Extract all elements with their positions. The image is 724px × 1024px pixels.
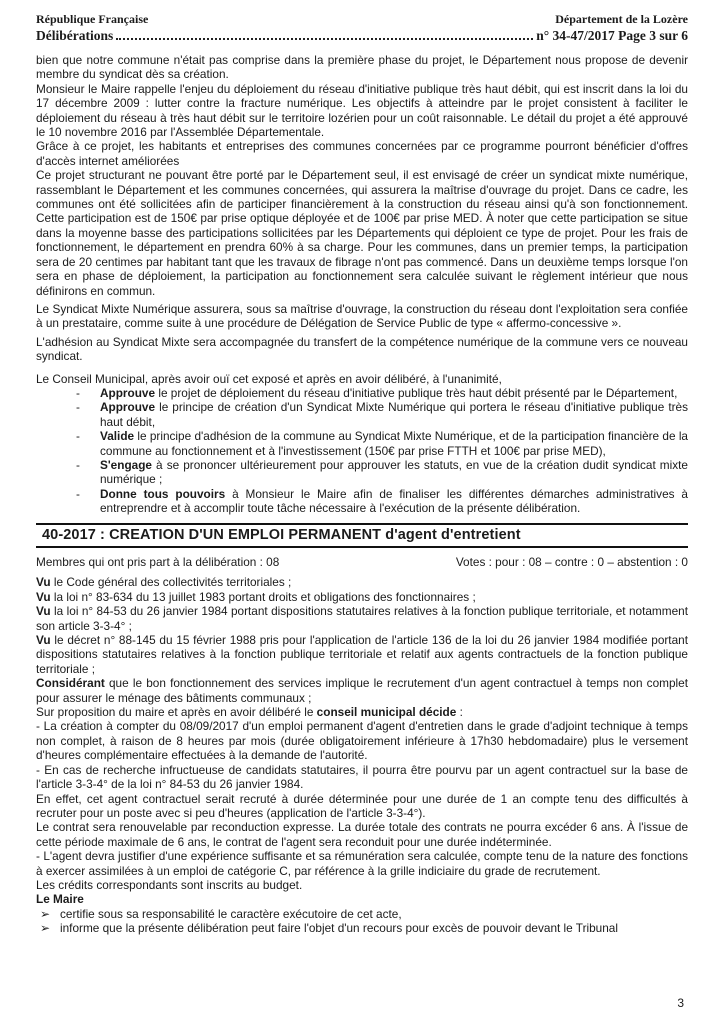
dash-bullet: -	[76, 385, 80, 400]
vu-body: que le bon fonctionnement des services implique le recrutement d'un agent contractuel à temps non complet pour assurer le ménage des bâtiments communaux ;	[36, 676, 688, 705]
resolution-body: à Monsieur le Maire afin de finaliser les différentes démarches administratives à entreprendre et à accomplir toute tâche nécessaire à l'exécution de la présente délibération.	[100, 486, 688, 516]
votes-summary: Votes : pour : 08 – contre : 0 – abstention : 0	[455, 555, 688, 569]
arrowhead-bullet-icon: ➢	[40, 921, 50, 936]
paragraph: Ce projet structurant ne pouvant être porté par le Département seul, il est envisagé de créer un syndicat mixte numérique, rassemblant le Département et les communes concernées, qui assurera la maîtrise d'ouvrage du projet. Dans ce cadre, les communes ont été sollicitées afin de participer financièrement à la construction du réseau ainsi qu'à son fonctionnement. Cette participation est de 150€ par prise optique déployée et de 100€ par prise MED. À noter que cette participation se situe dans la moyenne basse des participations sollicitées par les Départements qui déploient ce type de projet. Pour les frais de fonctionnement, le département en prendra 60% à sa charge. Pour les communes, dans un premier temps, la participation sera de 20 centimes par habitant tant que les travaux de fibrage n'ont pas commencé. Dans un deuxième temps lorsque l'on sera en phase de déploiement, la participation au fonctionnement sera calculée suivant le règlement intérieur que nous définirons en commun.	[36, 168, 688, 298]
resolution-body: le principe de création d'un Syndicat Mixte Numérique qui portera le réseau d'initiative publique très haut débit,	[100, 400, 688, 429]
paragraph: Le Syndicat Mixte Numérique assurera, sous sa maîtrise d'ouvrage, la construction du réseau dont l'exploitation sera confiée à un prestataire, comme suite à une procédure de Délégation de Service Public de type « affermo-concessive ».	[36, 301, 688, 331]
resolution-lead: Approuve	[100, 385, 156, 400]
vu-body: la loi n° 83-634 du 13 juillet 1983 portant droits et obligations des fonctionnaires ;	[50, 589, 476, 604]
decision-paragraph: En effet, cet agent contractuel serait recruté à durée déterminée pour une durée de 1 an compte tenu des difficultés à recruter pour un poste avec si peu d'heures (application de l'article 3-3-4°).	[36, 791, 688, 820]
resolution-text	[100, 386, 688, 400]
mayor-item	[36, 921, 688, 935]
arrowhead-bullet-icon: ➢	[40, 906, 50, 921]
mayor-item-text: informe que la présente délibération peut faire l'objet d'un recours pour excès de pouvoir devant le Tribunal	[60, 921, 618, 936]
header-doc-row	[36, 27, 688, 45]
resolution-item	[36, 400, 688, 429]
vu-body: la loi n° 84-53 du 26 janvier 1984 portant dispositions statutaires relatives à la fonction publique territoriale, et notamment son article 3-3-4° ;	[36, 604, 688, 633]
members-count: Membres qui ont pris part à la délibération : 08	[36, 555, 280, 569]
vu-item	[36, 575, 688, 589]
mayor-heading: Le Maire	[36, 892, 84, 907]
resolution-text	[100, 400, 688, 429]
resolution-text	[100, 458, 688, 487]
vu-body: le décret n° 88-145 du 15 février 1988 pris pour l'application de l'article 136 de la loi du 26 janvier 1984 modifiée portant dispositions statutaires relatives à la fonction publique territoriale et relatif aux agents contractuels de la fonction publique territoriale ;	[36, 633, 688, 676]
paragraph: bien que notre commune n'était pas comprise dans la première phase du projet, le Département nous propose de devenir membre du syndicat dès sa création.	[36, 53, 688, 82]
header-top-row	[36, 12, 688, 27]
resolution-text	[100, 487, 688, 516]
doc-reference: n° 34-47/2017 Page 3 sur 6	[536, 28, 688, 43]
dash-bullet: -	[76, 486, 80, 501]
resolution-lead: Approuve	[100, 400, 156, 415]
decision-intro-post: :	[456, 705, 463, 720]
header-republique: République Française	[36, 12, 149, 26]
vu-lead: Considérant	[36, 676, 105, 691]
header-departement: Département de la Lozère	[555, 12, 688, 26]
resolution-lead: Donne tous pouvoirs	[100, 486, 226, 501]
decision-paragraph: - La création à compter du 08/09/2017 d'un emploi permanent d'agent d'entretien dans le grade d'adjoint technique à temps non complet, à raison de 8 heures par mois (durée obligatoirement inférieure à 17h30 hebdomadaire) plus le versement d'heures complémentaire effectuées à la demande de l'autorité.	[36, 719, 688, 763]
paragraph: Grâce à ce projet, les habitants et entreprises des communes concernées par ce programme pourront bénéficier d'offres d'accès internet améliorées	[36, 139, 688, 168]
paragraph: Monsieur le Maire rappelle l'enjeu du déploiement du réseau d'initiative publique très haut débit, qui est inscrit dans la loi du 17 décembre 2009 : lutter contre la fracture numérique. Les objectifs à atteindre par le projet consistent à faciliter le déploiement du réseau à très haut débit sur le territoire lozérien pour un coût raisonnable. Le détail du projet a été approuvé le 10 novembre 2016 par l'Assemblée Départementale.	[36, 81, 688, 140]
dash-bullet: -	[76, 457, 80, 472]
vu-item	[36, 633, 688, 676]
dash-bullet: -	[76, 400, 80, 415]
page-header	[36, 12, 688, 45]
vu-body: le Code général des collectivités territoriales ;	[50, 575, 292, 590]
vu-item	[36, 676, 688, 705]
decision-intro-pre: Sur proposition du maire et après en avoir délibéré le	[36, 705, 317, 720]
dotted-leader	[116, 27, 533, 40]
mayor-item	[36, 907, 688, 921]
vu-lead: Vu	[36, 633, 51, 648]
decision-paragraph: - En cas de recherche infructueuse de candidats statutaires, il pourra être pourvu par un agent contractuel sur la base de l'article 3-3-4° de la loi n° 84-53 du 26 janvier 1984.	[36, 762, 688, 792]
resolution-lead: Valide	[100, 429, 135, 444]
section-title-40-2017: 40-2017 : CREATION D'UN EMPLOI PERMANENT d'agent d'entretient	[36, 523, 688, 548]
resolution-text	[100, 429, 688, 458]
dash-bullet: -	[76, 429, 80, 444]
vu-item	[36, 590, 688, 604]
mayor-item-text: certifie sous sa responsabilité le caractère exécutoire de cet acte,	[60, 906, 402, 921]
resolution-item	[36, 458, 688, 487]
decision-intro	[36, 705, 688, 719]
decision-intro-bold: conseil municipal décide	[316, 705, 457, 720]
resolution-body: à se prononcer ultérieurement pour approuver les statuts, en vue de la création dudit syndicat mixte numérique ;	[100, 457, 688, 487]
resolution-item	[36, 487, 688, 516]
resolution-item	[36, 386, 688, 400]
resolution-body: le projet de déploiement du réseau d'initiative publique très haut débit présenté par le Département,	[155, 385, 678, 400]
document-body	[36, 53, 688, 936]
resolution-item	[36, 429, 688, 458]
vu-lead: Vu	[36, 589, 51, 604]
decision-paragraph: - L'agent devra justifier d'une expérience suffisante et sa rémunération sera calculée, compte tenu de la nature des fonctions à exercer assimilées à un emploi de catégorie C, par référence à la grille indiciaire du grade de recrutement.	[36, 849, 688, 878]
vu-lead: Vu	[36, 604, 51, 619]
doc-label: Délibérations	[36, 28, 114, 43]
vu-item	[36, 604, 688, 633]
decision-paragraph: Les crédits correspondants sont inscrits au budget.	[36, 877, 303, 892]
vu-lead: Vu	[36, 575, 51, 590]
page-number: 3	[677, 996, 684, 1010]
resolution-intro: Le Conseil Municipal, après avoir ouï cet exposé et après en avoir délibéré, à l'unanimité,	[36, 371, 502, 386]
paragraph: L'adhésion au Syndicat Mixte sera accompagnée du transfert de la compétence numérique de la commune vers ce nouveau syndicat.	[36, 334, 688, 364]
members-votes-row	[36, 555, 688, 569]
resolution-body: le principe d'adhésion de la commune au Syndicat Mixte Numérique, et de la participation financière de la commune au fonctionnement et à l'investissement (150€ par prise FTTH et 100€ par prise MED),	[100, 429, 688, 458]
resolution-lead: S'engage	[100, 457, 152, 472]
decision-paragraph: Le contrat sera renouvelable par reconduction expresse. La durée totale des contrats ne pourra excéder 6 ans. À l'issue de cette période maximale de 6 ans, le contrat de l'agent sera reconduit pour une durée indéterminée.	[36, 820, 688, 849]
